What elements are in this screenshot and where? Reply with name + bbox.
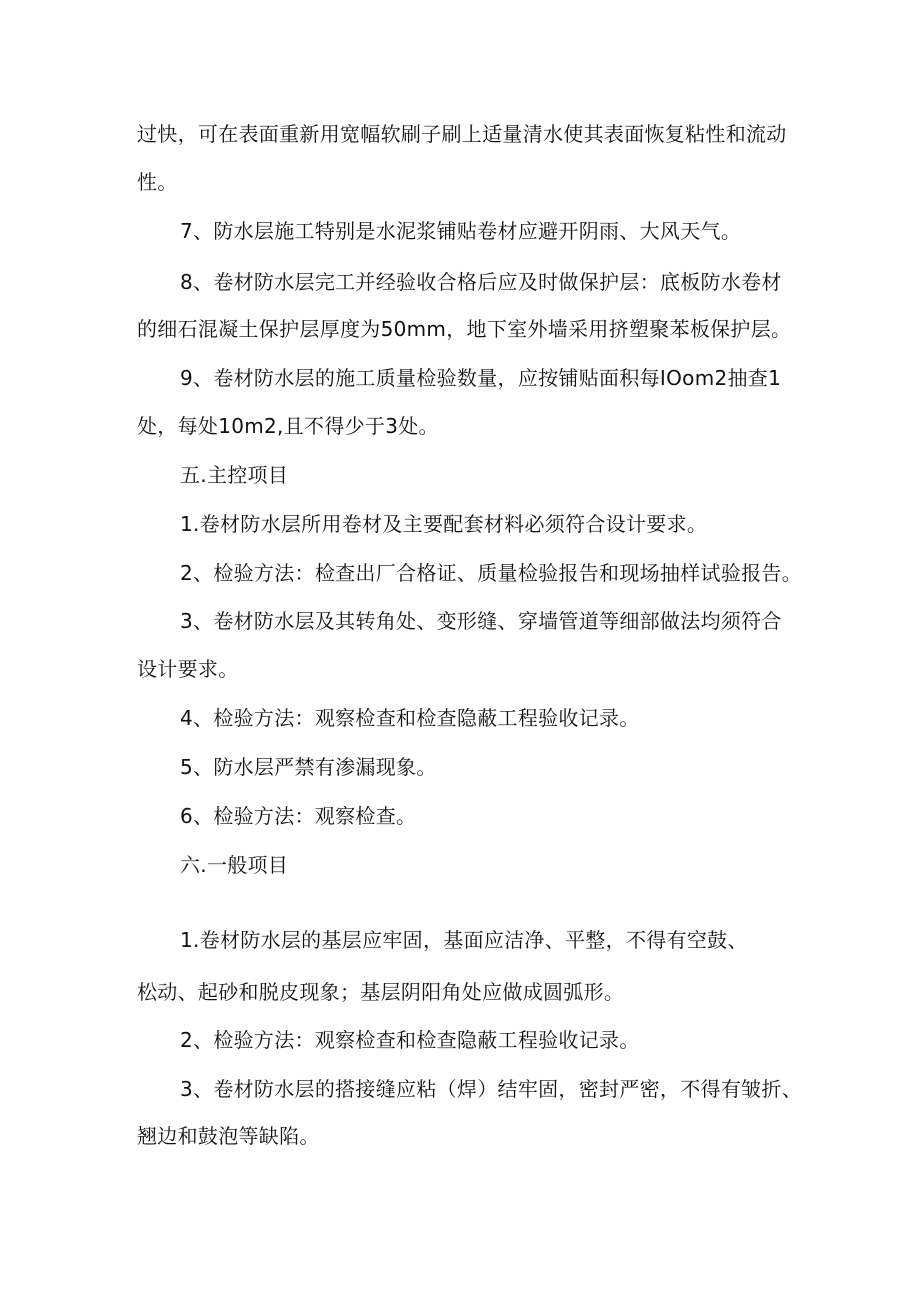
paragraph-line: 5、防水层严禁有渗漏现象。 xyxy=(180,755,437,779)
paragraph-line: 设计要求。 xyxy=(137,657,239,681)
paragraph-line: 松动、起砂和脱皮现象；基层阴阳角处应做成圆弧形。 xyxy=(137,980,625,1004)
paragraph-line: 1.卷材防水层所用卷材及主要配套材料必须符合设计要求。 xyxy=(180,512,708,536)
paragraph-line: 翘边和鼓泡等缺陷。 xyxy=(137,1124,320,1148)
paragraph-line: 2、检验方法：检查出厂合格证、质量检验报告和现场抽样试验报告。 xyxy=(180,561,803,585)
paragraph-line: 9、卷材防水层的施工质量检验数量，应按铺贴面积每IOom2抽查1 xyxy=(180,366,782,390)
paragraph-line: 4、检验方法：观察检查和检查隐蔽工程验收记录。 xyxy=(180,706,640,730)
section-heading: 六.一般项目 xyxy=(180,853,289,877)
paragraph-line: 3、卷材防水层及其转角处、变形缝、穿墙管道等细部做法均须符合 xyxy=(180,609,782,633)
paragraph-line: 6、检验方法：观察检查。 xyxy=(180,804,417,828)
paragraph-line: 过快，可在表面重新用宽幅软刷子刷上适量清水使其表面恢复粘性和流动 xyxy=(137,122,787,146)
paragraph-line: 3、卷材防水层的搭接缝应粘（焊）结牢固，密封严密，不得有皱折、 xyxy=(180,1077,803,1101)
paragraph-line: 8、卷材防水层完工并经验收合格后应及时做保护层：底板防水卷材 xyxy=(180,270,782,294)
paragraph-line: 性。 xyxy=(137,170,178,194)
paragraph-line: 7、防水层施工特别是水泥浆铺贴卷材应避开阴雨、大风天气。 xyxy=(180,219,742,243)
paragraph-line: 1.卷材防水层的基层应牢固，基面应洁净、平整，不得有空鼓、 xyxy=(180,928,748,952)
section-heading: 五.主控项目 xyxy=(180,463,289,487)
paragraph-line: 的细石混凝土保护层厚度为50mm，地下室外墙采用挤塑聚苯板保护层。 xyxy=(137,317,792,341)
paragraph-line: 2、检验方法：观察检查和检查隐蔽工程验收记录。 xyxy=(180,1028,640,1052)
paragraph-line: 处，每处10m2,且不得少于3处。 xyxy=(137,414,439,438)
